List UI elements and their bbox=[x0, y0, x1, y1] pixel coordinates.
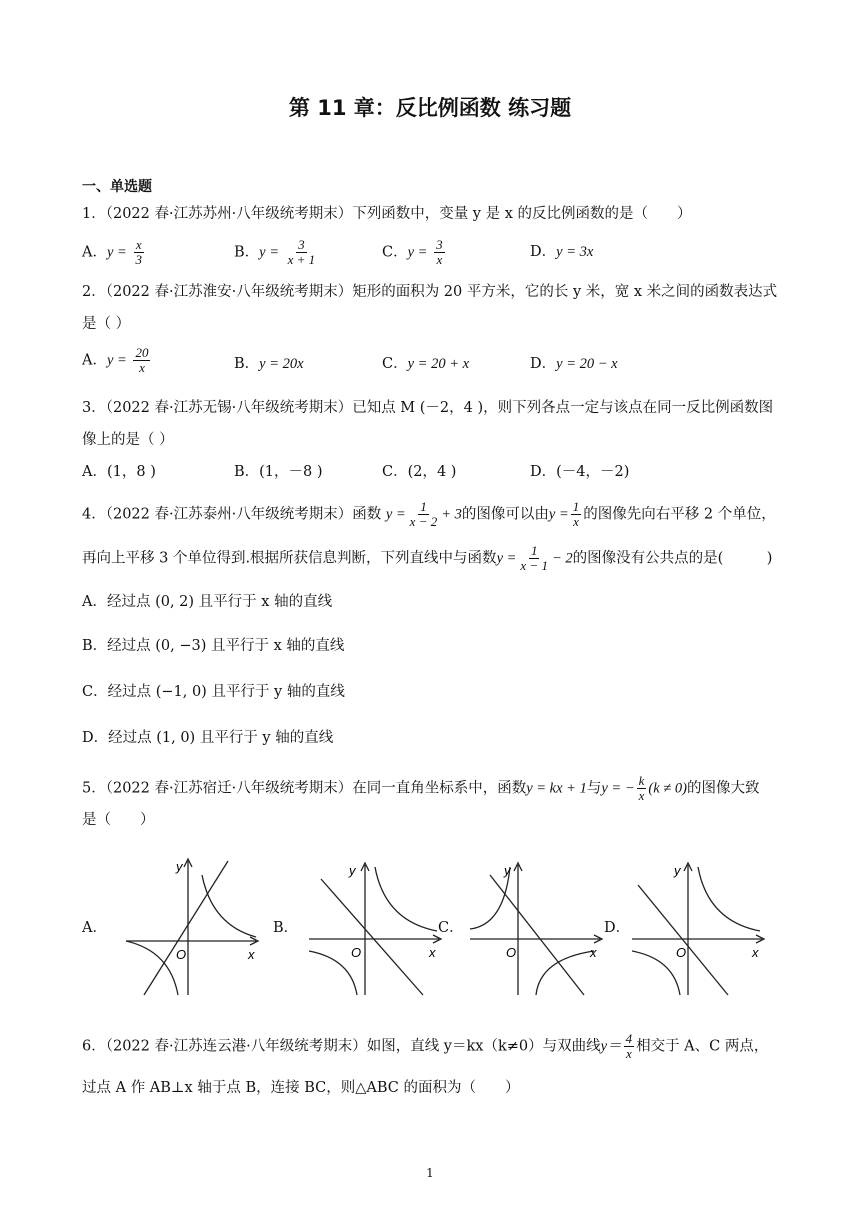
x-axis-label: x bbox=[248, 947, 255, 962]
q5-graph-b bbox=[305, 855, 445, 1001]
q2-option-c: C．y = 20 + x bbox=[382, 356, 470, 372]
q5-option-c-label: C． bbox=[438, 920, 464, 936]
q4-option-d: D．经过点 (1, 0) 且平行于 y 轴的直线 bbox=[82, 730, 334, 746]
q3-stem-line1: 3．（2022 春·江苏无锡·八年级统考期末）已知点 M (－2，4 )，则下列各点一定与该点在同一反比例函数图 bbox=[82, 400, 774, 416]
origin-label: O bbox=[176, 947, 187, 962]
q3-option-a: A．(1，8 ) bbox=[82, 464, 156, 480]
q2-option-d: D．y = 20 − x bbox=[530, 356, 618, 372]
q2-option-a: A．y = $\frac{20}{x}$ bbox=[82, 345, 149, 375]
x-axis-label: x bbox=[429, 945, 436, 960]
q4-option-b: B．经过点 (0, −3) 且平行于 x 轴的直线 bbox=[82, 638, 345, 654]
q1-option-c: C．y = $\frac{3}{x}$ bbox=[382, 237, 443, 267]
q1-stem: 1．（2022 春·江苏苏州·八年级统考期末）下列函数中，变量 y 是 x 的反比例函数的是（ ） bbox=[82, 206, 692, 222]
origin-label: O bbox=[506, 945, 517, 960]
q5-stem-line2: 是（ ） bbox=[82, 812, 155, 828]
q5-graph-d bbox=[628, 855, 768, 1001]
q3-option-b: B．(1，－8 ) bbox=[234, 464, 323, 480]
q5-graph-a bbox=[122, 855, 262, 1001]
q2-option-b: B．y = 20x bbox=[234, 356, 304, 372]
q4-option-c: C．经过点 (−1, 0) 且平行于 y 轴的直线 bbox=[82, 684, 345, 700]
section-heading: 一、单选题 bbox=[82, 179, 152, 195]
q1-option-a: A．y = $\frac{x}{3}$ bbox=[82, 237, 142, 267]
q4-option-a: A．经过点 (0, 2) 且平行于 x 轴的直线 bbox=[82, 594, 333, 610]
q5-option-b-label: B． bbox=[273, 920, 299, 936]
q2-stem-line2: 是（ ） bbox=[82, 316, 131, 332]
q5-option-d-label: D． bbox=[604, 920, 631, 936]
y-axis-label: y bbox=[504, 863, 511, 878]
q6-stem-line2: 过点 A 作 AB⊥x 轴于点 B，连接 BC，则△ABC 的面积为（ ） bbox=[82, 1080, 520, 1096]
y-axis-label: y bbox=[176, 859, 183, 874]
q4-stem-line1: 4．（2022 春·江苏泰州·八年级统考期末）函数 y = $\frac{1}{x - 2}$ + 3的图像可以由y = $\frac{1}{x}$ 的图像先向右平移 2 个单位， bbox=[82, 499, 776, 529]
y-axis-label: y bbox=[349, 863, 356, 878]
x-axis-label: x bbox=[590, 945, 597, 960]
q6-stem-line1: 6．（2022 春·江苏连云港·八年级统考期末）如图，直线 y＝kx（k≠0）与双曲线y＝ $\frac{4}{x}$ 相交于 A、C 两点， bbox=[82, 1031, 769, 1061]
q3-option-c: C．(2，4 ) bbox=[382, 464, 457, 480]
q1-option-d: D．y = 3x bbox=[530, 244, 594, 260]
origin-label: O bbox=[351, 945, 362, 960]
page-title: 第 11 章：反比例函数 练习题 bbox=[288, 96, 572, 120]
origin-label: O bbox=[676, 945, 687, 960]
x-axis-label: x bbox=[752, 945, 759, 960]
q5-option-a-label: A． bbox=[82, 920, 107, 936]
q1-option-b: B．y = $\frac{3}{x + 1}$ bbox=[234, 237, 316, 267]
q3-option-d: D．(－4，－2) bbox=[530, 464, 630, 480]
q5-graph-c bbox=[466, 855, 606, 1001]
page-number: 1 bbox=[426, 1166, 434, 1180]
q4-stem-line2: 再向上平移 3 个单位得到.根据所获信息判断，下列直线中与函数y = $\frac{1}{x - 1}$ − 2的图像没有公共点的是( ) bbox=[82, 543, 773, 573]
q2-stem-line1: 2．（2022 春·江苏淮安·八年级统考期末）矩形的面积为 20 平方米，它的长 y 米，宽 x 米之间的函数表达式 bbox=[82, 284, 778, 300]
q5-stem-line1: 5．（2022 春·江苏宿迁·八年级统考期末）在同一直角坐标系中，函数y = kx + 1与y = − $\frac{k}{x}$ (k ≠ 0)的图像大致 bbox=[82, 773, 760, 803]
y-axis-label: y bbox=[674, 863, 681, 878]
q3-stem-line2: 像上的是（ ） bbox=[82, 432, 174, 448]
